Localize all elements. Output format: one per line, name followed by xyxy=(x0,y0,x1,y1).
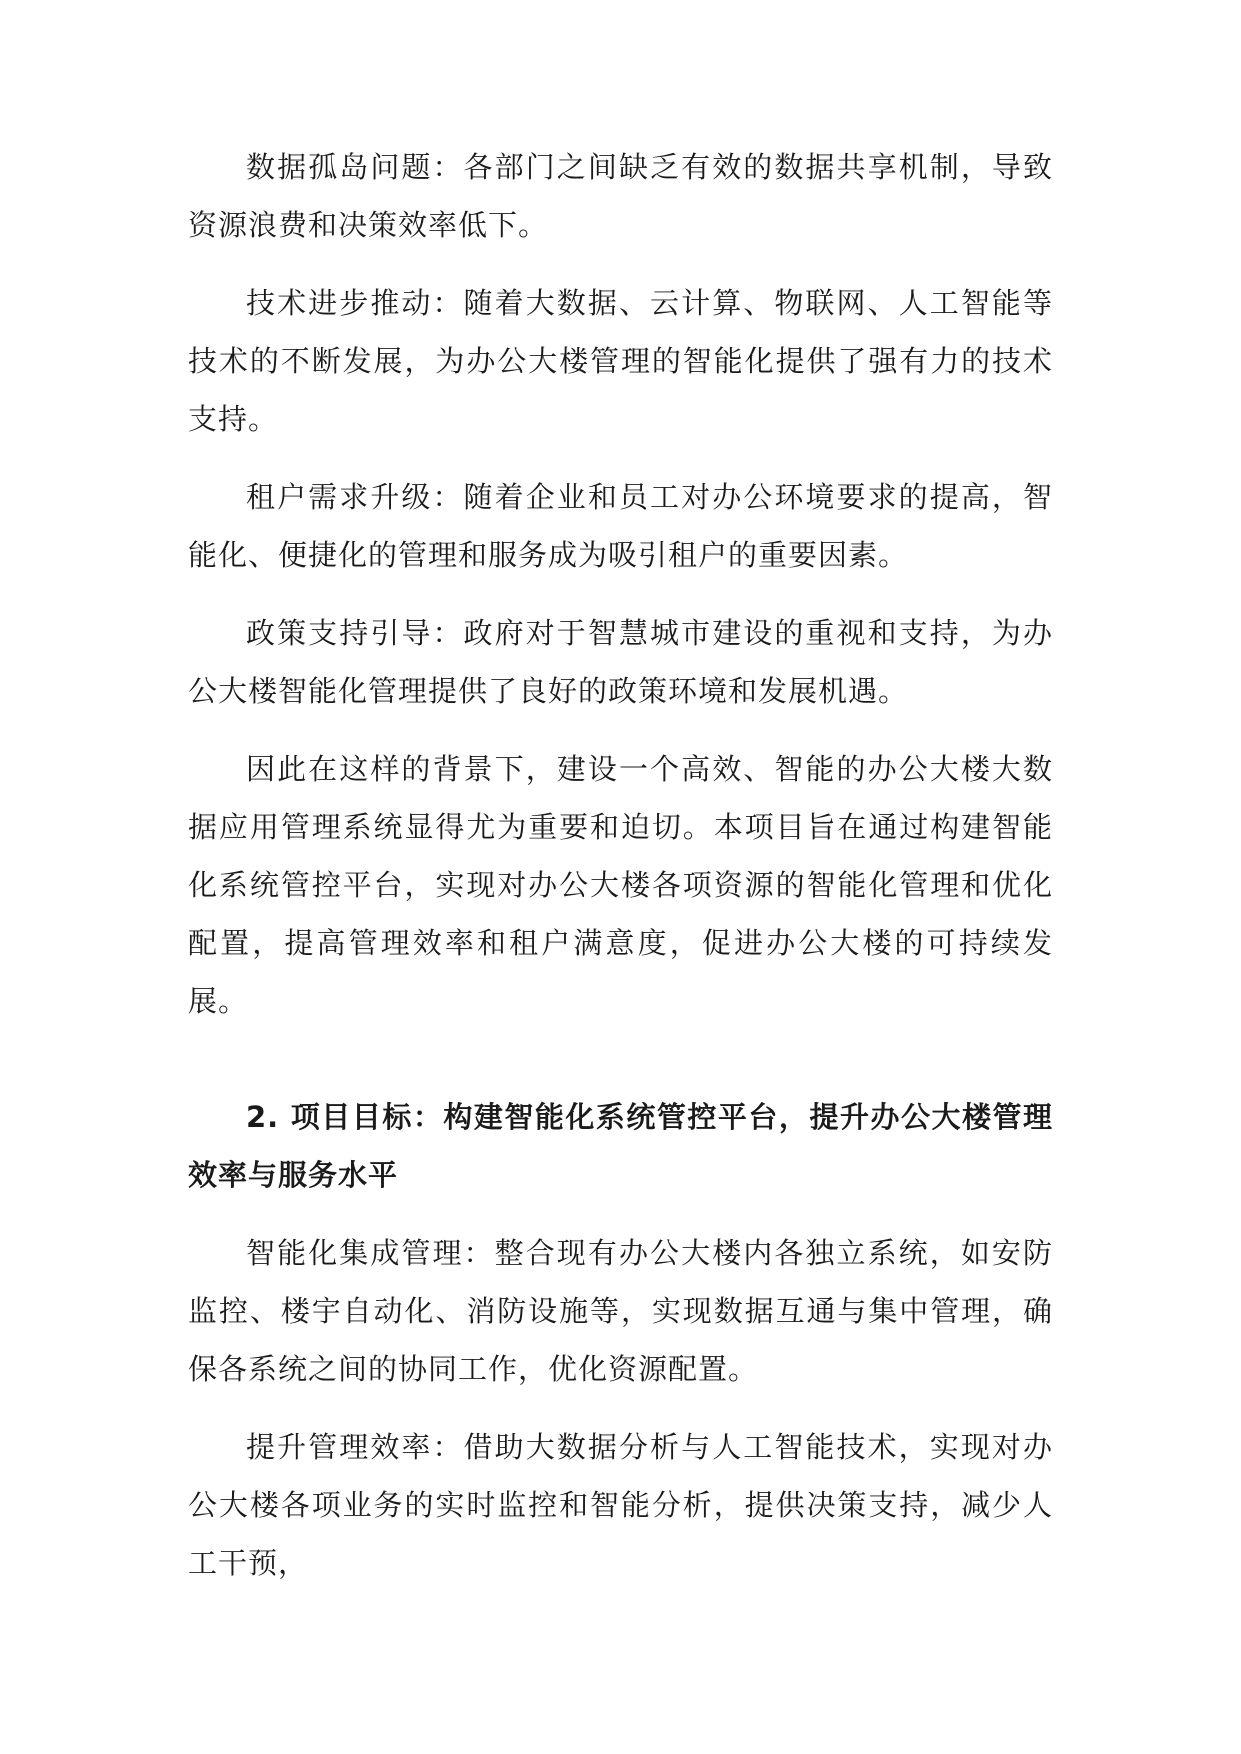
document-body xyxy=(188,138,1053,1592)
paragraph-tech-progress: 技术进步推动：随着大数据、云计算、物联网、人工智能等技术的不断发展，为办公大楼管理的智能化提供了强有力的技术支持。 xyxy=(188,286,1053,436)
paragraph-management-efficiency: 提升管理效率：借助大数据分析与人工智能技术，实现对办公大楼各项业务的实时监控和智能分析，提供决策支持，减少人工干预， xyxy=(188,1430,1053,1580)
paragraph-integrated-management: 智能化集成管理：整合现有办公大楼内各独立系统，如安防监控、楼宇自动化、消防设施等，实现数据互通与集中管理，确保各系统之间的协同工作，优化资源配置。 xyxy=(188,1236,1053,1386)
paragraph-tenant-demand: 租户需求升级：随着企业和员工对办公环境要求的提高，智能化、便捷化的管理和服务成为吸引租户的重要因素。 xyxy=(188,480,1053,572)
paragraph-policy-support: 政策支持引导：政府对于智慧城市建设的重视和支持，为办公大楼智能化管理提供了良好的政策环境和发展机遇。 xyxy=(188,616,1053,708)
paragraph-background-summary: 因此在这样的背景下，建设一个高效、智能的办公大楼大数据应用管理系统显得尤为重要和迫切。本项目旨在通过构建智能化系统管控平台，实现对办公大楼各项资源的智能化管理和优化配置，提高管理效率和租户满意度，促进办公大楼的可持续发展。 xyxy=(188,752,1053,1018)
paragraph-data-silos: 数据孤岛问题：各部门之间缺乏有效的数据共享机制，导致资源浪费和决策效率低下。 xyxy=(188,150,1053,242)
section-heading-project-goals: 2. 项目目标：构建智能化系统管控平台，提升办公大楼管理效率与服务水平 xyxy=(188,1100,1053,1192)
